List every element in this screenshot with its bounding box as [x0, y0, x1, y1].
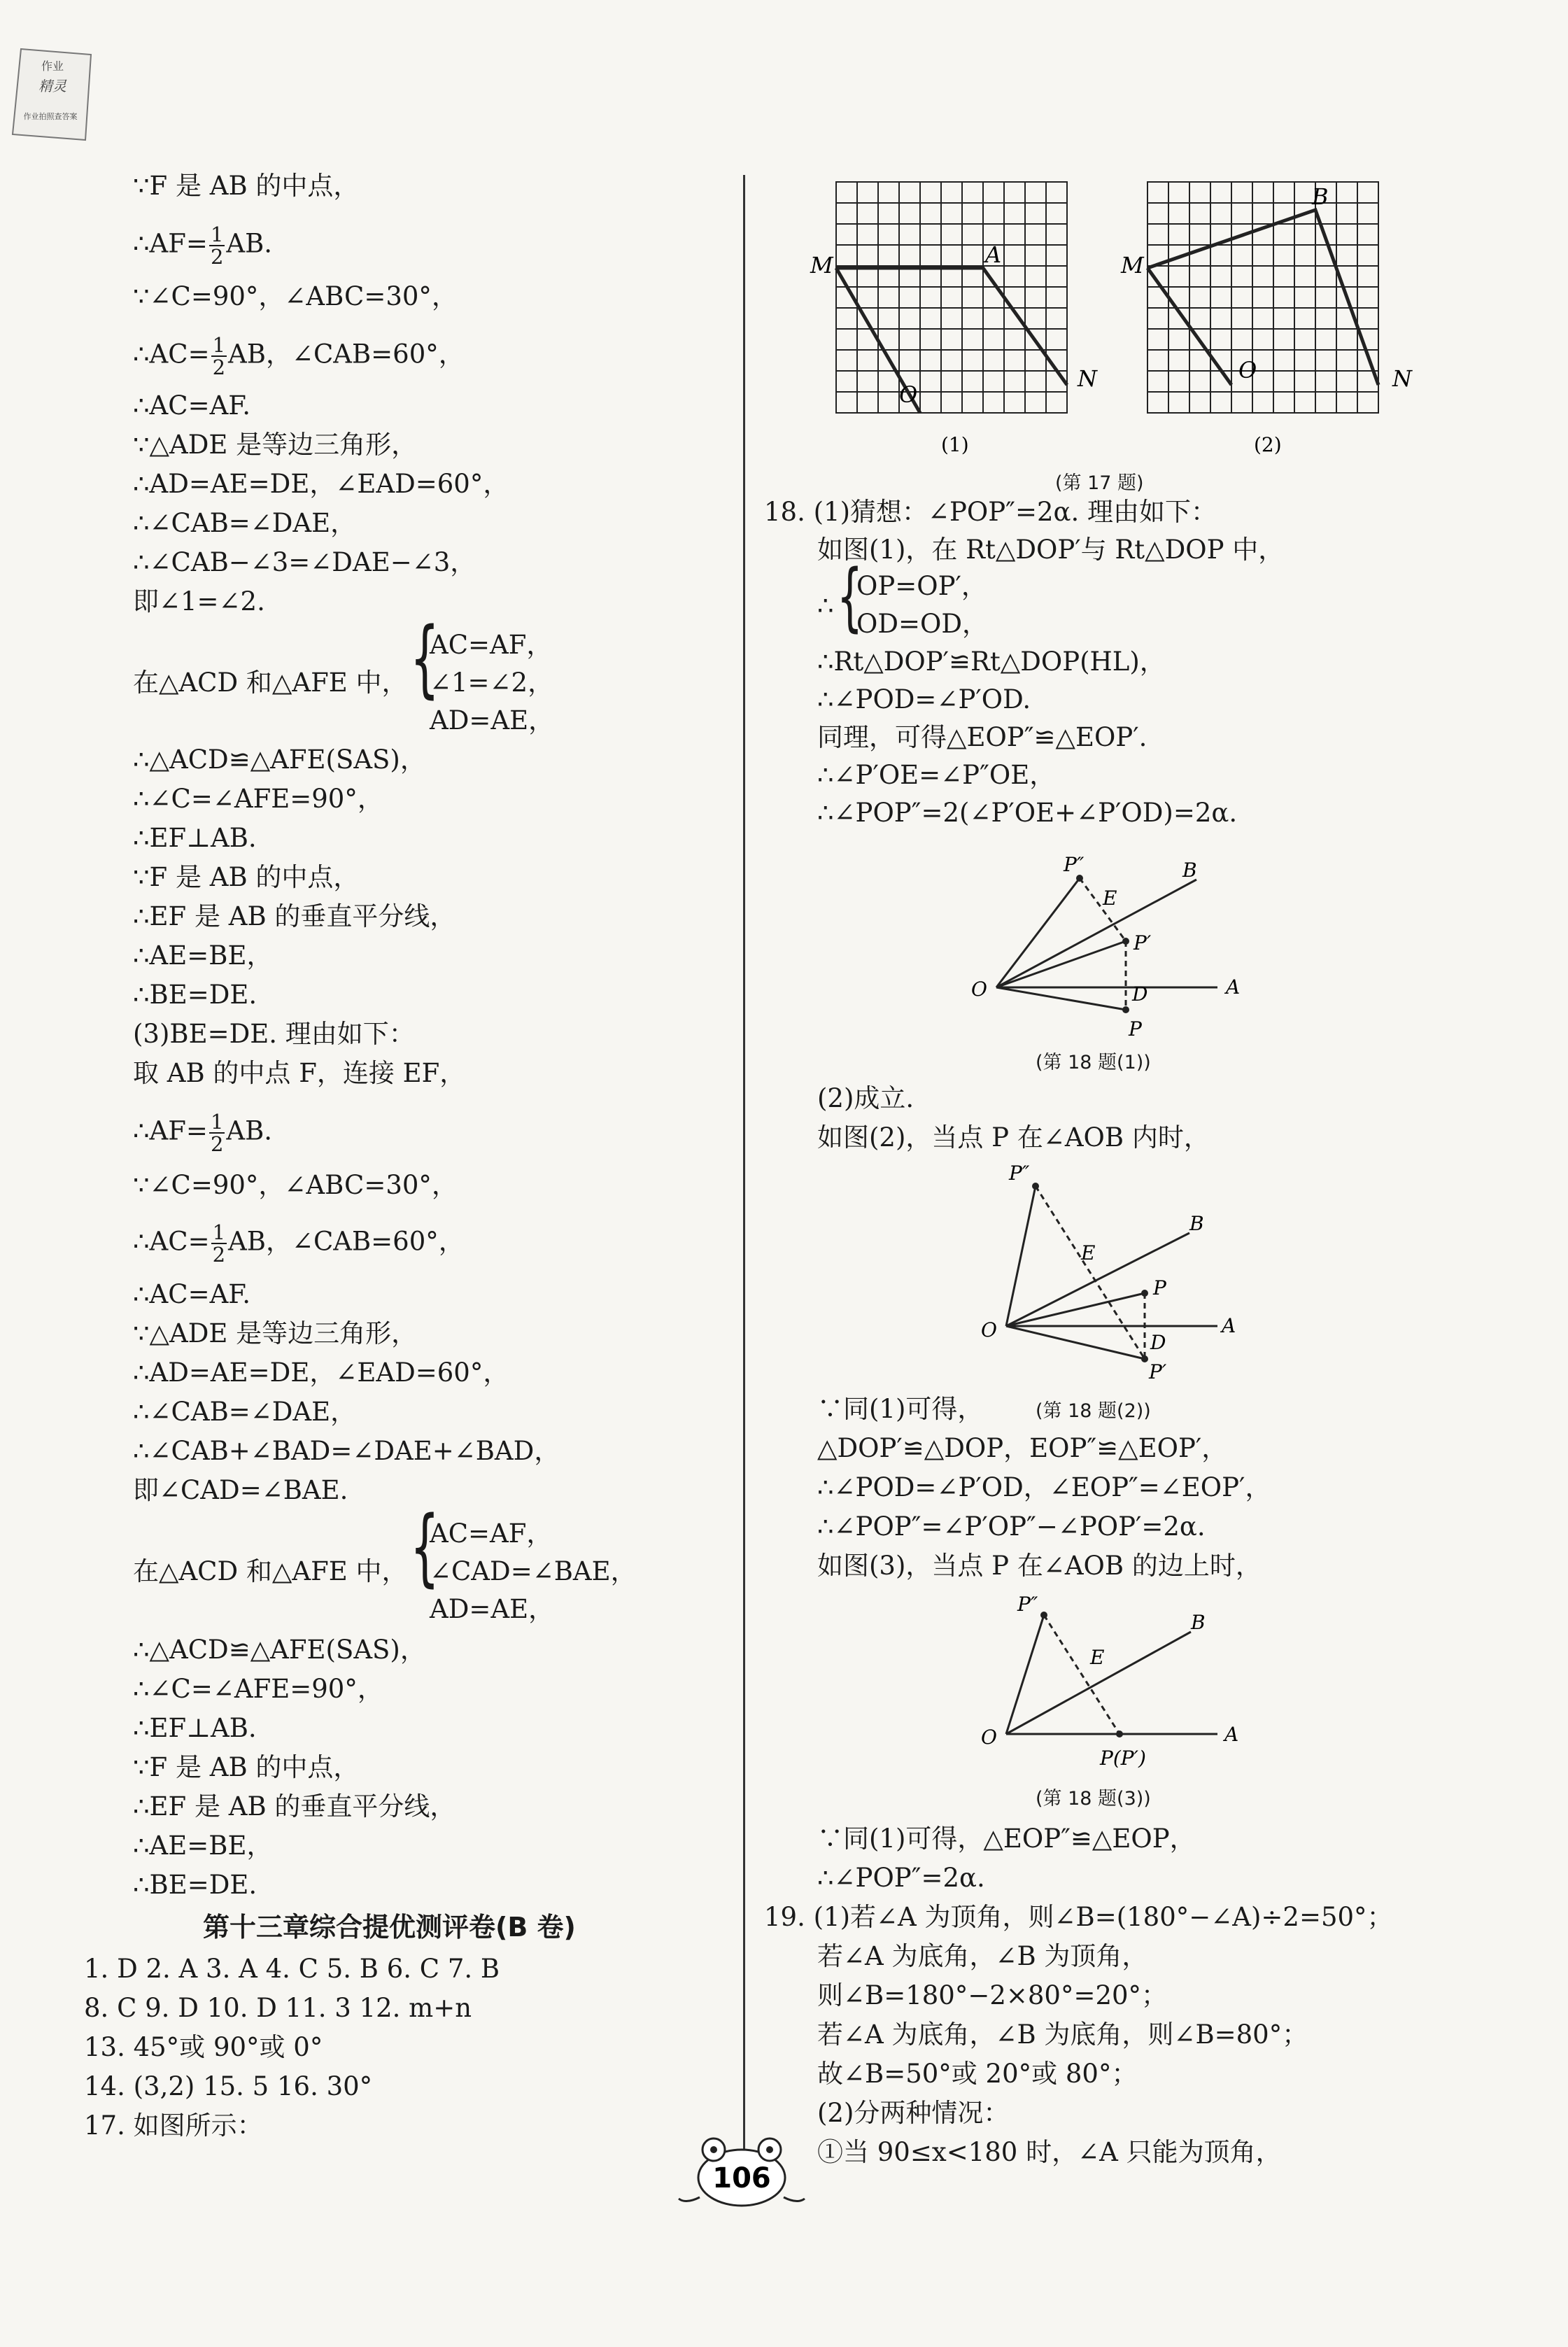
- text-line: AC=AF，: [430, 1518, 553, 1549]
- svg-text:P′: P′: [1149, 1360, 1167, 1383]
- svg-text:D: D: [1150, 1331, 1166, 1354]
- figure-caption: (第 18 题(3)): [1036, 1788, 1151, 1810]
- answer-line: 17. 如图所示：: [84, 2110, 263, 2141]
- fraction: $\frac{1}{2}$: [210, 1110, 224, 1156]
- text-line: ∴AC=AF.: [133, 1279, 250, 1309]
- text-line: ∴∠C=∠AFE=90°，: [133, 784, 383, 814]
- text-line: ∴AE=BE，: [133, 1831, 273, 1861]
- text-line: ∴AD=AE=DE，∠EAD=60°，: [133, 1358, 509, 1388]
- grid-2: [1147, 182, 1378, 413]
- text-line: ∴AC= $\frac{1}{2}$ AB，∠CAB=60°，: [133, 1220, 465, 1267]
- svg-text:P″: P″: [1009, 1162, 1030, 1185]
- svg-text:A: A: [1226, 975, 1241, 999]
- svg-text:O: O: [899, 381, 918, 408]
- text-line: ∵F 是 AB 的中点，: [133, 862, 360, 892]
- svg-text:D: D: [1132, 982, 1148, 1006]
- text-line: ∴EF 是 AB 的垂直平分线，: [133, 901, 456, 931]
- svg-text:N: N: [1392, 365, 1412, 392]
- text-line: ∴∠CAB+∠BAD=∠DAE+∠BAD，: [133, 1436, 560, 1466]
- figure-18-2: [966, 1155, 1259, 1386]
- text-line: OD=OD，: [856, 609, 988, 639]
- watermark-stamp: [7, 42, 98, 147]
- svg-text:O: O: [981, 1318, 997, 1341]
- text-line: ∴∠POD=∠P′OD.: [817, 684, 1031, 714]
- text-line: ∴EF⊥AB.: [133, 823, 257, 853]
- svg-text:精灵: 精灵: [38, 78, 66, 94]
- figure-caption: (第 18 题(2)): [1036, 1400, 1151, 1422]
- figure-18-3: [966, 1581, 1259, 1784]
- text-line: ∵△ADE 是等边三角形，: [133, 1318, 418, 1348]
- text-line: ∴BE=DE.: [133, 1870, 257, 1900]
- svg-text:P″: P″: [1017, 1593, 1038, 1616]
- svg-text:E: E: [1081, 1241, 1096, 1264]
- answer-line: 13. 45°或 90°或 0°: [84, 2032, 323, 2062]
- text-line: AD=AE，: [430, 705, 555, 735]
- svg-text:P: P: [1153, 1276, 1166, 1299]
- text-line: ∵△ADE 是等边三角形，: [133, 430, 418, 460]
- text-line: ∴∠P′OE=∠P″OE，: [817, 760, 1056, 790]
- text-line: AC=AF，: [430, 630, 553, 660]
- text-line: △DOP′≌△DOP，EOP″≌△EOP′，: [817, 1433, 1228, 1463]
- text-line: 在△ACD 和△AFE 中，: [133, 1556, 408, 1586]
- text-line: ∵F 是 AB 的中点，: [133, 1752, 360, 1782]
- text-line: ∴EF 是 AB 的垂直平分线，: [133, 1791, 456, 1821]
- text-line: ∴△ACD≌△AFE(SAS)，: [133, 745, 426, 775]
- svg-text:B: B: [1191, 1611, 1206, 1634]
- text-line: ∴∠POD=∠P′OD，∠EOP″=∠EOP′，: [817, 1472, 1271, 1502]
- svg-text:作业: 作业: [41, 59, 64, 73]
- brace: {: [410, 610, 439, 707]
- text-line: ∴∠POP″=∠P′OP″−∠POP′=2α.: [817, 1511, 1206, 1542]
- text-line: ∴: [817, 591, 834, 621]
- svg-text:B: B: [1189, 1212, 1204, 1235]
- text-line: OP=OP′，: [856, 571, 987, 601]
- svg-text:O: O: [1238, 357, 1257, 383]
- text-line: 若∠A 为底角，∠B 为底角，则∠B=80°；: [817, 2020, 1308, 2050]
- text-line: ∵F 是 AB 的中点，: [133, 171, 360, 201]
- text-line: 同理，可得△EOP″≌△EOP′.: [817, 722, 1147, 752]
- svg-text:B: B: [1312, 183, 1329, 210]
- text-line: AD=AE，: [430, 1594, 555, 1624]
- text-line: 如图(1)，在 Rt△DOP′与 Rt△DOP 中，: [817, 535, 1285, 565]
- text-line: ∴∠CAB=∠DAE，: [133, 1397, 357, 1427]
- text-line: ∵∠C=90°，∠ABC=30°，: [133, 1170, 458, 1200]
- svg-text:O: O: [971, 978, 987, 1001]
- svg-text:M: M: [810, 252, 833, 279]
- text-line: ∴EF⊥AB.: [133, 1713, 257, 1743]
- text-line: ∴∠POP″=2(∠P′OE+∠P′OD)=2α.: [817, 798, 1238, 828]
- text-line: ∴AD=AE=DE，∠EAD=60°，: [133, 469, 509, 499]
- svg-text:A: A: [985, 241, 1002, 268]
- text-line: ∴AC= $\frac{1}{2}$ AB，∠CAB=60°，: [133, 333, 465, 379]
- svg-text:P′: P′: [1133, 931, 1152, 954]
- text-line: (2)分两种情况：: [817, 2098, 1010, 2128]
- grid-1: [836, 182, 1067, 413]
- text-line: 在△ACD 和△AFE 中，: [133, 668, 408, 698]
- svg-text:(2): (2): [1254, 433, 1282, 456]
- column-divider: [743, 175, 745, 2190]
- figure-18-1: [966, 836, 1259, 1046]
- text-line: ∵同(1)可得，: [817, 1394, 984, 1424]
- svg-text:P″: P″: [1064, 853, 1085, 876]
- text-line: 即∠CAD=∠BAE.: [133, 1475, 348, 1505]
- text-line: 如图(2)，当点 P 在∠AOB 内时，: [817, 1122, 1210, 1153]
- figure-caption: (第 18 题(1)): [1036, 1052, 1151, 1073]
- svg-text:E: E: [1090, 1646, 1105, 1669]
- text-line: 取 AB 的中点 F，连接 EF，: [133, 1058, 466, 1088]
- text-line: ∠CAD=∠BAE，: [430, 1556, 637, 1586]
- text-line: ∴∠POP″=2α.: [817, 1863, 985, 1893]
- svg-text:O: O: [981, 1726, 997, 1749]
- text-line: ∠1=∠2，: [430, 668, 554, 698]
- figure-17: [798, 168, 1427, 462]
- page-number: 106: [712, 2162, 771, 2194]
- brace: {: [410, 1499, 439, 1596]
- svg-text:M: M: [1121, 252, 1144, 279]
- fraction: $\frac{1}{2}$: [212, 1220, 226, 1267]
- text-line: 即∠1=∠2.: [133, 586, 265, 616]
- text-line: 则∠B=180°−2×80°=20°；: [817, 1980, 1168, 2010]
- section-title: 第十三章综合提优测评卷(B 卷): [203, 1912, 576, 1943]
- svg-text:N: N: [1078, 365, 1097, 392]
- text-line: ∵同(1)可得，△EOP″≌△EOP，: [817, 1824, 1196, 1854]
- brace: {: [837, 554, 863, 640]
- text-line: ∴BE=DE.: [133, 980, 257, 1010]
- text-line: (2)成立.: [817, 1083, 914, 1113]
- answer-line: 1. D 2. A 3. A 4. C 5. B 6. C 7. B: [84, 1954, 500, 1984]
- svg-text:A: A: [1224, 1723, 1239, 1746]
- answer-line: 14. (3,2) 15. 5 16. 30°: [84, 2071, 373, 2101]
- text-line: ∴∠C=∠AFE=90°，: [133, 1674, 383, 1704]
- text-line: ∴△ACD≌△AFE(SAS)，: [133, 1635, 426, 1665]
- text-line: ∵∠C=90°，∠ABC=30°，: [133, 281, 458, 311]
- answer-line: 8. C 9. D 10. D 11. 3 12. m+n: [84, 1993, 472, 2023]
- text-line: ①当 90≤x<180 时，∠A 只能为顶角，: [817, 2137, 1282, 2167]
- svg-text:(1): (1): [941, 433, 969, 456]
- svg-text:A: A: [1222, 1314, 1236, 1337]
- text-line: ∴AE=BE，: [133, 940, 273, 971]
- svg-text:P: P: [1129, 1017, 1142, 1041]
- text-line: ∴Rt△DOP′≌Rt△DOP(HL)，: [817, 647, 1166, 677]
- text-line: 如图(3)，当点 P 在∠AOB 的边上时，: [817, 1551, 1262, 1581]
- text-line: 19. (1)若∠A 为顶角，则∠B=(180°−∠A)÷2=50°；: [764, 1902, 1393, 1932]
- text-line: ∴∠CAB=∠DAE，: [133, 508, 357, 538]
- svg-text:P(P′): P(P′): [1100, 1747, 1146, 1770]
- text-line: 故∠B=50°或 20°或 80°；: [817, 2059, 1138, 2089]
- text-line: 若∠A 为底角，∠B 为顶角，: [817, 1941, 1148, 1971]
- fraction: $\frac{1}{2}$: [210, 223, 224, 269]
- text-line: ∴AF= $\frac{1}{2}$ AB.: [133, 223, 273, 269]
- text-line: ∴AC=AF.: [133, 390, 250, 421]
- text-line: (3)BE=DE. 理由如下：: [133, 1019, 415, 1049]
- svg-text:作业拍照查答案: 作业拍照查答案: [23, 112, 78, 121]
- figure-caption: (第 17 题): [1055, 472, 1144, 494]
- text-line: ∴AF= $\frac{1}{2}$ AB.: [133, 1110, 273, 1156]
- page-number-badge: [672, 2134, 812, 2211]
- text-line: 18. (1)猜想：∠POP″=2α. 理由如下：: [764, 497, 1217, 527]
- svg-text:B: B: [1182, 859, 1197, 882]
- svg-text:E: E: [1103, 887, 1117, 910]
- fraction: $\frac{1}{2}$: [212, 333, 226, 379]
- text-line: ∴∠CAB−∠3=∠DAE−∠3，: [133, 547, 476, 577]
